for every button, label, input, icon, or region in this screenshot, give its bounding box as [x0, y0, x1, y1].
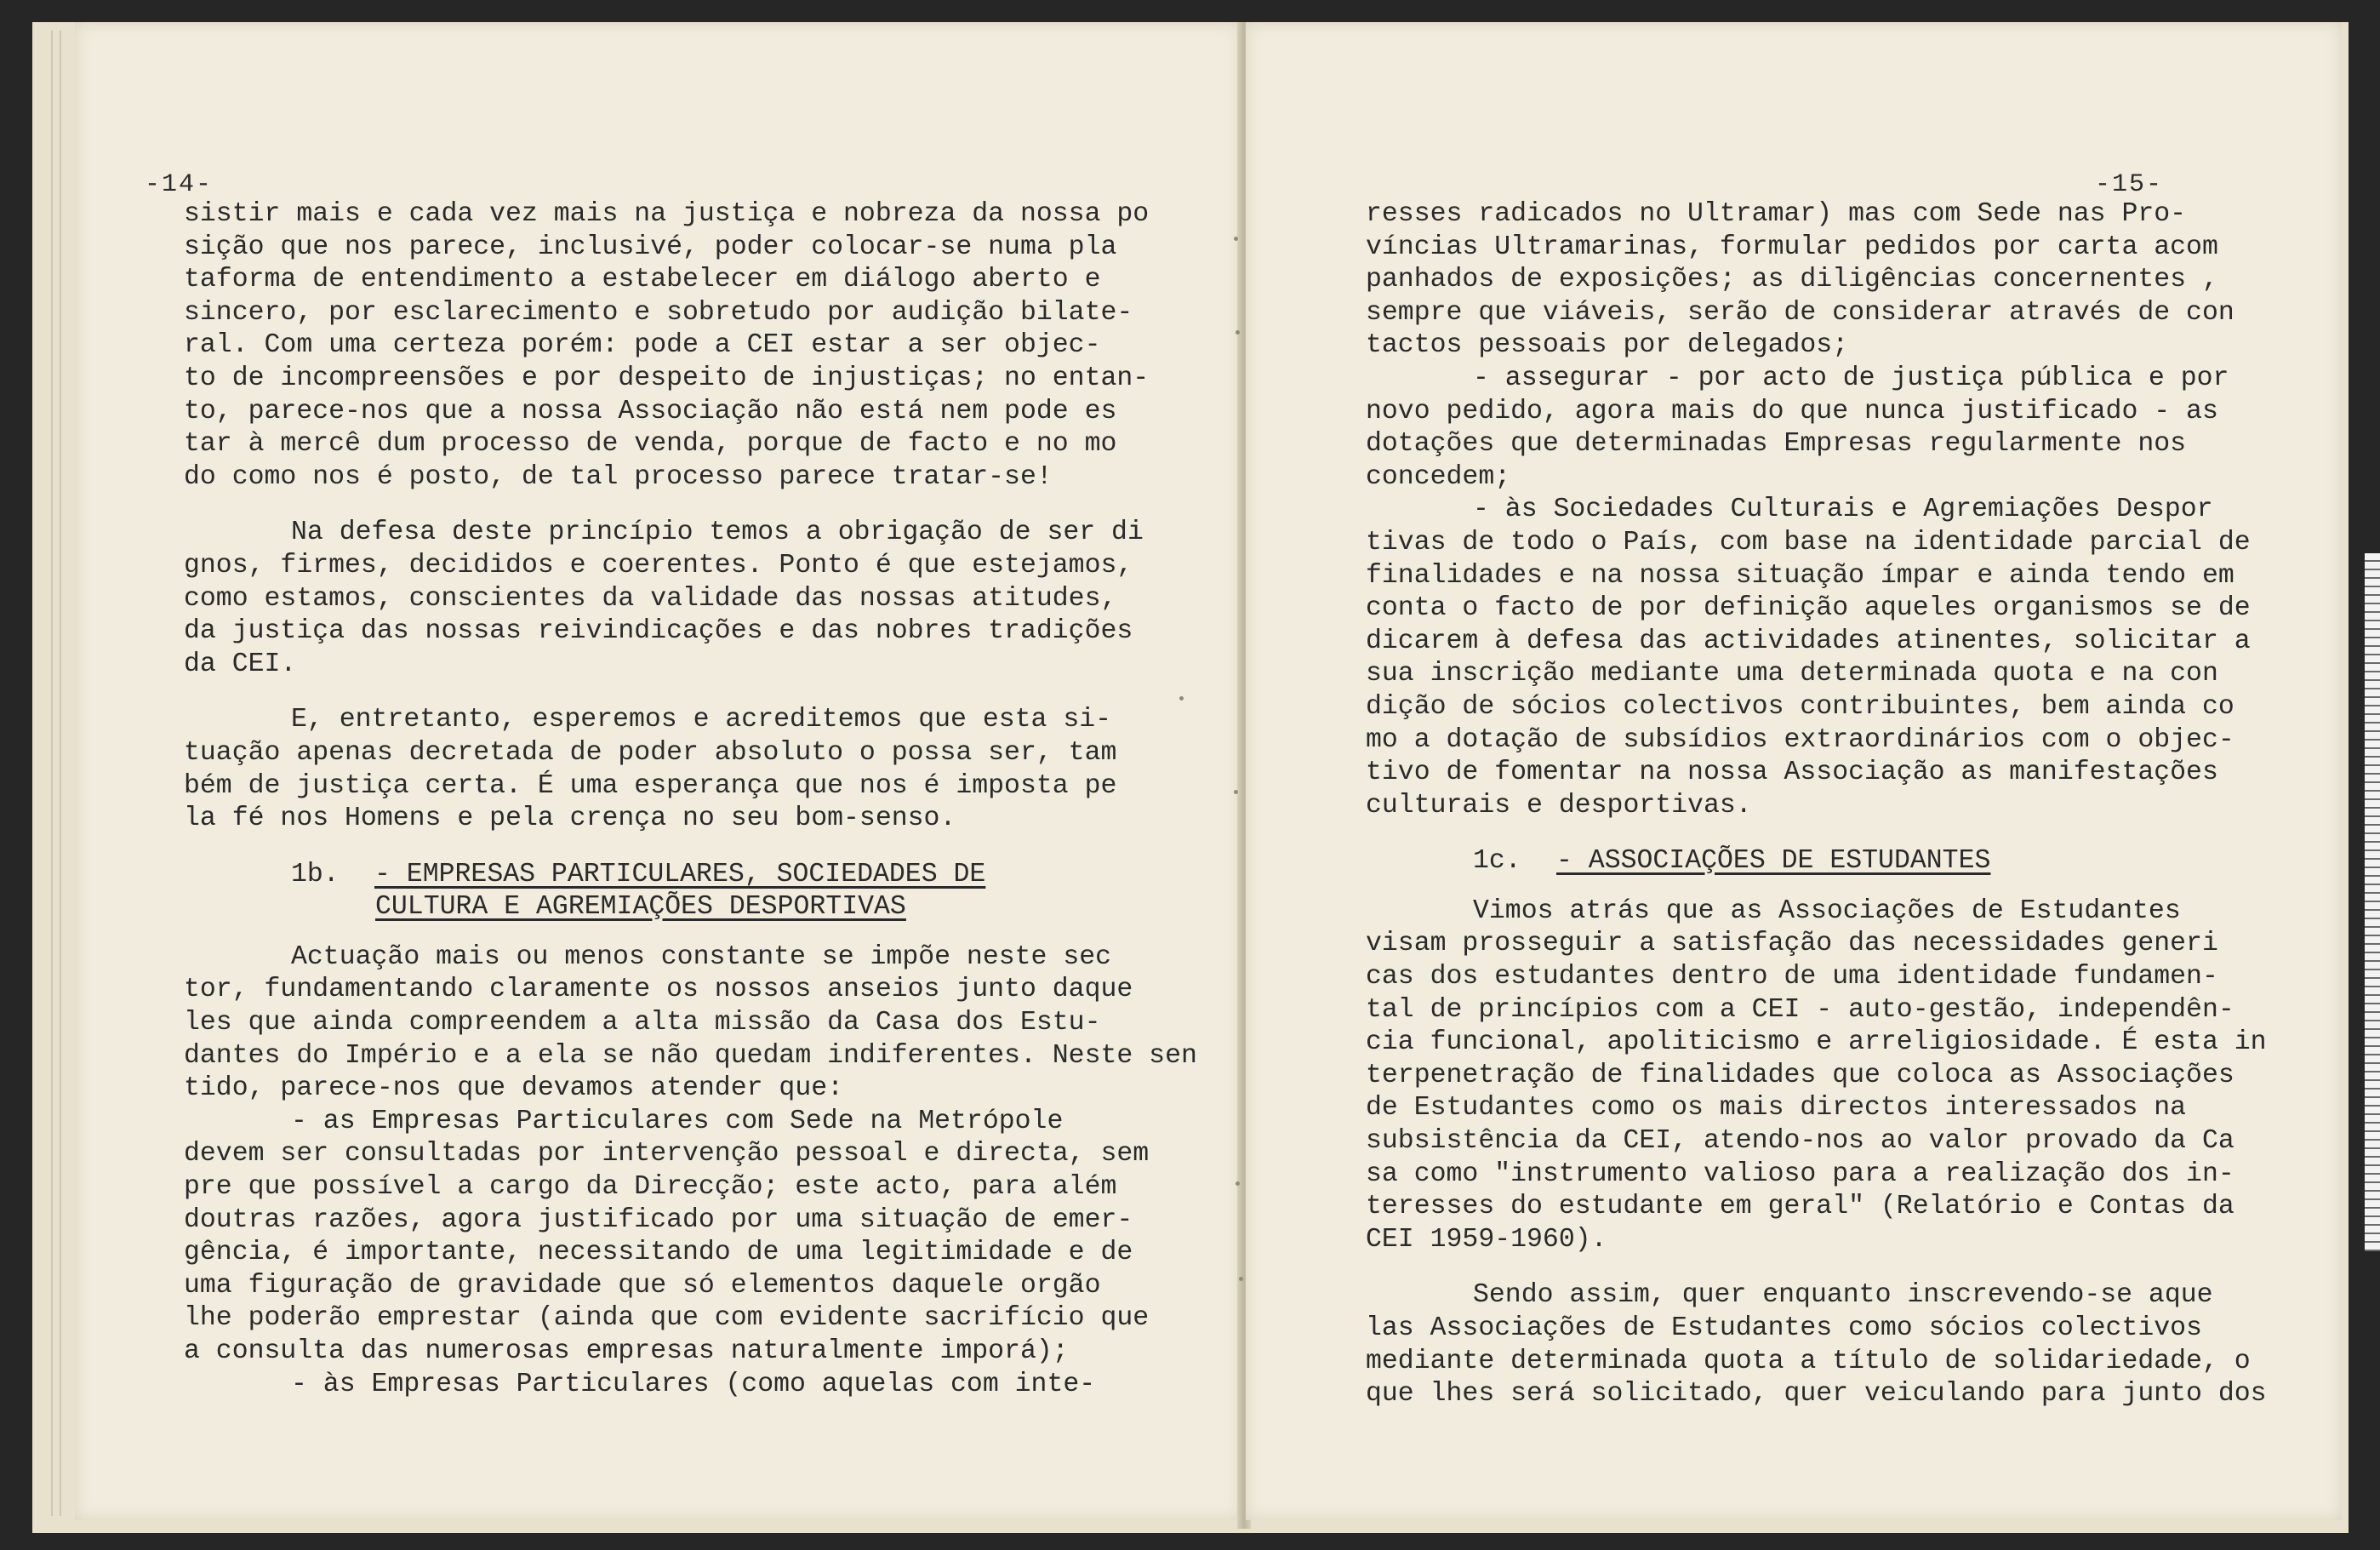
- text-line: tido, parece-nos que devamos atender que:: [184, 1073, 844, 1104]
- text-line: - assegurar - por acto de justiça pública e por: [1473, 363, 2229, 393]
- text-line: bém de justiça certa. É uma esperança que nos é imposta pe: [184, 770, 1117, 801]
- text-line: tal de princípios com a CEI - auto-gestão, independên-: [1366, 994, 2234, 1025]
- page-number-left: -14-: [145, 170, 214, 199]
- margin-mark: [1239, 1277, 1243, 1281]
- text-line: conta o facto de por definição aqueles organismos se de: [1366, 593, 2251, 624]
- text-line: sincero, por esclarecimento e sobretudo por audição bilate-: [184, 297, 1133, 328]
- section-heading: [184, 859, 1197, 924]
- text-line: CEI 1959-1960).: [1366, 1224, 1607, 1255]
- text-line: tuação apenas decretada de poder absoluto o possa ser, tam: [184, 737, 1117, 768]
- margin-mark: [1234, 237, 1238, 241]
- text-line: Sendo assim, quer enquanto inscrevendo-se aque: [1473, 1280, 2213, 1311]
- margin-mark: [1234, 790, 1238, 794]
- text-line: devem ser consultadas por intervenção pessoal e directa, sem: [184, 1139, 1150, 1170]
- text-line: pre que possível a cargo da Direcção; este acto, para além: [184, 1172, 1117, 1203]
- text-line: a consulta das numerosas empresas naturalmente imporá);: [184, 1336, 1069, 1366]
- margin-mark: [1236, 1181, 1240, 1186]
- text-line: taforma de entendimento a estabelecer em diálogo aberto e: [184, 265, 1101, 295]
- right-page-text: [1366, 198, 2267, 1411]
- text-line: novo pedido, agora mais do que nunca justificado - as: [1366, 396, 2218, 426]
- text-line: víncias Ultramarinas, formular pedidos por carta acom: [1366, 232, 2218, 262]
- text-line: como estamos, conscientes da validade das nossas atitudes,: [184, 583, 1117, 614]
- text-line: gnos, firmes, decididos e coerentes. Ponto é que estejamos,: [184, 550, 1133, 581]
- text-line: uma figuração de gravidade que só elementos daquele orgão: [184, 1270, 1101, 1301]
- text-line: Na defesa deste princípio temos a obrigação de ser di: [291, 518, 1144, 548]
- section-title-line: - ASSOCIAÇÕES DE ESTUDANTES: [1556, 846, 1991, 877]
- text-line: tar à mercê dum processo de venda, porque de facto e no mo: [184, 429, 1117, 460]
- text-line: - as Empresas Particulares com Sede na Metrópole: [291, 1106, 1064, 1136]
- text-line: cas dos estudantes dentro de uma identidade fundamen-: [1366, 962, 2218, 992]
- text-line: visam prosseguir a satisfação das necessidades generi: [1366, 929, 2218, 959]
- text-line: mediante determinada quota a título de solidariedade, o: [1366, 1346, 2251, 1376]
- text-line: tivo de fomentar na nossa Associação as manifestações: [1366, 758, 2218, 788]
- text-line: terpenetração de finalidades que coloca as Associações: [1366, 1060, 2234, 1090]
- page-number-right: -15-: [2095, 170, 2164, 199]
- color-scale-strip: [2365, 553, 2380, 1251]
- paragraph: [184, 941, 1197, 1401]
- text-line: que lhes será solicitado, quer veiculando para junto dos: [1366, 1379, 2267, 1410]
- paragraph: [1366, 895, 2267, 1257]
- paragraph: [184, 704, 1197, 835]
- text-line: sua inscrição mediante uma determinada quota e na con: [1366, 659, 2218, 689]
- text-line: Actuação mais ou menos constante se impõe neste sec: [291, 941, 1112, 972]
- text-line: tivas de todo o País, com base na identidade parcial de: [1366, 527, 2251, 558]
- text-line: da CEI.: [184, 649, 297, 679]
- text-line: Vimos atrás que as Associações de Estudantes: [1473, 895, 2181, 926]
- section-number: 1c.: [1473, 846, 1521, 877]
- text-line: gência, é importante, necessitando de uma legitimidade e de: [184, 1238, 1133, 1268]
- page-edge: [51, 31, 53, 1516]
- text-line: lhe poderão emprestar (ainda que com evidente sacrifício que: [184, 1303, 1150, 1334]
- page-edge: [60, 31, 61, 1516]
- text-line: culturais e desportivas.: [1366, 790, 1752, 821]
- text-line: to de incompreensões e por despeito de injustiças; no entan-: [184, 363, 1150, 393]
- text-line: teresses do estudante em geral" (Relatório e Contas da: [1366, 1192, 2234, 1222]
- text-line: - às Empresas Particulares (como aquelas com inte-: [291, 1369, 1096, 1399]
- text-line: sa como "instrumento valioso para a realização dos in-: [1366, 1158, 2234, 1189]
- text-line: dição de sócios colectivos contribuintes, bem ainda co: [1366, 691, 2234, 722]
- text-line: concedem;: [1366, 461, 1511, 492]
- text-line: las Associações de Estudantes como sócios colectivos: [1366, 1313, 2202, 1343]
- text-line: dotações que determinadas Empresas regularmente nos: [1366, 429, 2187, 460]
- text-line: to, parece-nos que a nossa Associação não está nem pode es: [184, 396, 1117, 426]
- text-line: sempre que viáveis, serão de considerar através de con: [1366, 297, 2234, 328]
- section-title-line: CULTURA E AGREMIAÇÕES DESPORTIVAS: [375, 892, 906, 923]
- text-line: subsistência da CEI, atendo-nos ao valor provado da Ca: [1366, 1126, 2234, 1157]
- text-line: dicarem à defesa das actividades atinentes, solicitar a: [1366, 626, 2251, 656]
- text-line: doutras razões, agora justificado por uma situação de emer-: [184, 1204, 1133, 1235]
- section-title-line: - EMPRESAS PARTICULARES, SOCIEDADES DE: [374, 859, 986, 889]
- text-line: dantes do Império e a ela se não quedam indiferentes. Neste sen: [184, 1040, 1197, 1071]
- section-heading: [1366, 845, 2267, 878]
- left-page-text: [184, 198, 1197, 1401]
- text-line: panhados de exposições; as diligências concernentes ,: [1366, 265, 2218, 295]
- paragraph: [1366, 1279, 2267, 1410]
- text-line: la fé nos Homens e pela crença no seu bom-senso.: [184, 804, 956, 834]
- text-line: da justiça das nossas reivindicações e das nobres tradições: [184, 616, 1133, 647]
- text-line: sistir mais e cada vez mais na justiça e nobreza da nossa po: [184, 199, 1150, 229]
- text-line: ral. Com uma certeza porém: pode a CEI estar a ser objec-: [184, 330, 1101, 361]
- text-line: tor, fundamentando claramente os nossos anseios junto daque: [184, 975, 1133, 1005]
- margin-mark: [1236, 330, 1240, 335]
- text-line: les que ainda compreendem a alta missão da Casa dos Estu-: [184, 1008, 1101, 1038]
- text-line: cia funcional, apoliticismo e arreligiosidade. É esta in: [1366, 1027, 2267, 1058]
- text-line: mo a dotação de subsídios extraordinários com o objec-: [1366, 724, 2234, 755]
- text-line: E, entretanto, esperemos e acreditemos que esta si-: [291, 705, 1112, 735]
- paragraph: [1366, 198, 2267, 822]
- text-line: do como nos é posto, de tal processo parece tratar-se!: [184, 461, 1053, 492]
- paragraph: [184, 198, 1197, 494]
- text-line: de Estudantes como os mais directos interessados na: [1366, 1093, 2187, 1124]
- text-line: sição que nos parece, inclusivé, poder colocar-se numa pla: [184, 232, 1117, 262]
- text-line: - às Sociedades Culturais e Agremiações Despor: [1473, 495, 2213, 525]
- text-line: finalidades e na nossa situação ímpar e ainda tendo em: [1366, 560, 2234, 591]
- paragraph: [184, 517, 1197, 681]
- section-number: 1b.: [291, 859, 340, 889]
- text-line: resses radicados no Ultramar) mas com Sede nas Pro-: [1366, 199, 2187, 229]
- text-line: tactos pessoais por delegados;: [1366, 330, 1849, 361]
